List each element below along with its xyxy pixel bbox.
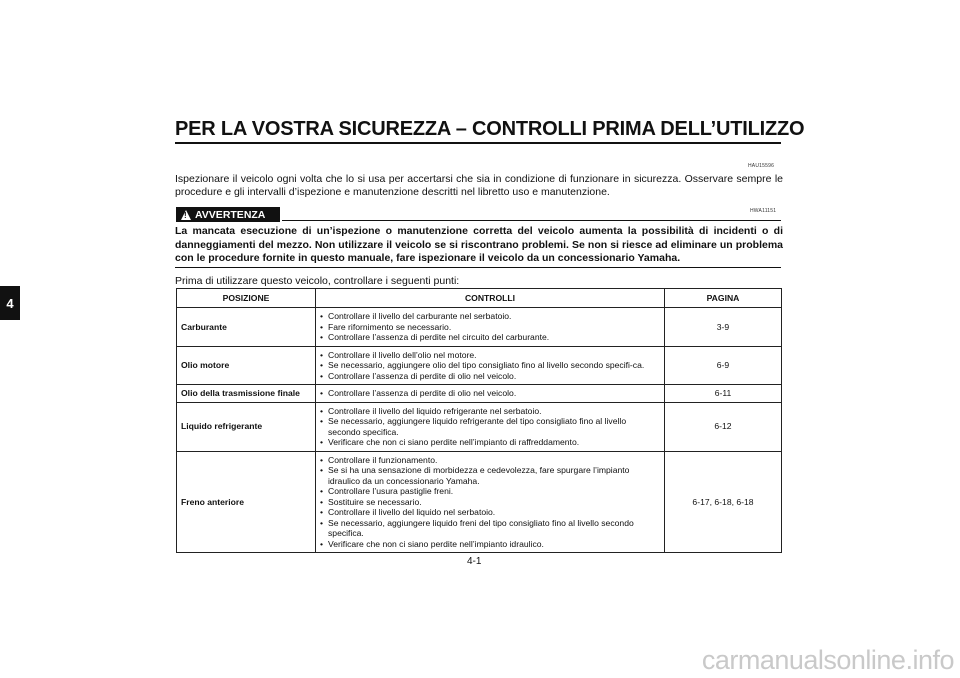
row-checks	[316, 346, 665, 385]
list-item: • Controllare l’usura pastiglie freni.	[320, 486, 660, 497]
list-item: • Se necessario, aggiungere liquido refrigerante del tipo consigliato fino al livello secondo specifica.	[320, 416, 660, 437]
warning-icon	[181, 210, 191, 220]
row-position: Liquido refrigerante	[177, 402, 316, 451]
header-checks: CONTROLLI	[316, 289, 665, 308]
table-row	[177, 308, 782, 347]
list-item: • Sostituire se necessario.	[320, 497, 660, 508]
list-item: • Controllare il funzionamento.	[320, 455, 660, 466]
row-page: 6-12	[665, 402, 782, 451]
row-page: 3-9	[665, 308, 782, 347]
list-item: • Controllare il livello dell’olio nel motore.	[320, 350, 660, 361]
list-item: • Se necessario, aggiungere olio del tipo consigliato fino al livello secondo specifi-ca.	[320, 360, 660, 371]
warning-label: AVVERTENZA	[195, 208, 266, 221]
controls-table	[176, 288, 782, 553]
title-rule	[175, 142, 781, 144]
check-list	[320, 406, 660, 448]
list-item: • Se si ha una sensazione di morbidezza e cedevolezza, fare spurgare l’impianto idraulico da un concessionario Yamaha.	[320, 465, 660, 486]
warning-badge	[176, 207, 280, 222]
row-checks	[316, 308, 665, 347]
row-checks	[316, 385, 665, 403]
table-row	[177, 451, 782, 553]
table-row	[177, 346, 782, 385]
row-page: 6-9	[665, 346, 782, 385]
list-item: • Controllare l’assenza di perdite nel circuito del carburante.	[320, 332, 660, 343]
row-position: Olio della trasmissione finale	[177, 385, 316, 403]
watermark-text: carmanualsonline.info	[701, 645, 954, 675]
page-number: 4-1	[467, 556, 482, 567]
chapter-tab: 4	[0, 286, 20, 320]
warning-rule	[282, 220, 781, 221]
warning-code: HWA11151	[750, 208, 777, 214]
row-checks	[316, 402, 665, 451]
header-position: POSIZIONE	[177, 289, 316, 308]
check-list	[320, 388, 660, 399]
check-list	[320, 311, 660, 343]
list-item: • Controllare il livello del liquido nel serbatoio.	[320, 507, 660, 518]
list-item: • Se necessario, aggiungere liquido freni del tipo consigliato fino al livello secondo specifica.	[320, 518, 660, 539]
list-item: • Controllare il livello del liquido refrigerante nel serbatoio.	[320, 406, 660, 417]
row-checks	[316, 451, 665, 553]
header-page: PAGINA	[665, 289, 782, 308]
list-item: • Fare rifornimento se necessario.	[320, 322, 660, 333]
row-page: 6-17, 6-18, 6-18	[665, 451, 782, 553]
row-position: Carburante	[177, 308, 316, 347]
check-list	[320, 455, 660, 550]
warning-text: La mancata esecuzione di un’ispezione o manutenzione corretta del veicolo aumenta la possibilità di incidenti o di danneggiamenti del mezzo. Non utilizzare il veicolo se si riscontrano problemi. Se non si riesce ad eliminare un problema con le procedure fornite in questo manuale, fare ispezionare il veicolo da un concessionario Yamaha.	[175, 225, 783, 264]
table-row	[177, 402, 782, 451]
list-item: • Controllare l’assenza di perdite di olio nel veicolo.	[320, 371, 660, 382]
row-position: Olio motore	[177, 346, 316, 385]
row-position: Freno anteriore	[177, 451, 316, 553]
list-item: • Verificare che non ci siano perdite nell’impianto di raffreddamento.	[320, 437, 660, 448]
table-header-row	[177, 289, 782, 308]
lead-text: Prima di utilizzare questo veicolo, controllare i seguenti punti:	[175, 275, 460, 287]
list-item: • Verificare che non ci siano perdite nell’impianto idraulico.	[320, 539, 660, 550]
page-title: PER LA VOSTRA SICUREZZA – CONTROLLI PRIMA DELL’UTILIZZO	[175, 118, 805, 140]
warning-bottom-rule	[175, 267, 781, 268]
intro-code: HAU15596	[748, 163, 775, 169]
intro-paragraph: Ispezionare il veicolo ogni volta che lo si usa per accertarsi che sia in condizione di funzionare in sicurezza. Osservare sempre le procedure e gli intervalli d’ispezione e manutenzione descritti nel libretto uso e manutenzione.	[175, 173, 783, 198]
row-page: 6-11	[665, 385, 782, 403]
list-item: • Controllare il livello del carburante nel serbatoio.	[320, 311, 660, 322]
check-list	[320, 350, 660, 382]
table-row	[177, 385, 782, 403]
list-item: • Controllare l’assenza di perdite di olio nel veicolo.	[320, 388, 660, 399]
